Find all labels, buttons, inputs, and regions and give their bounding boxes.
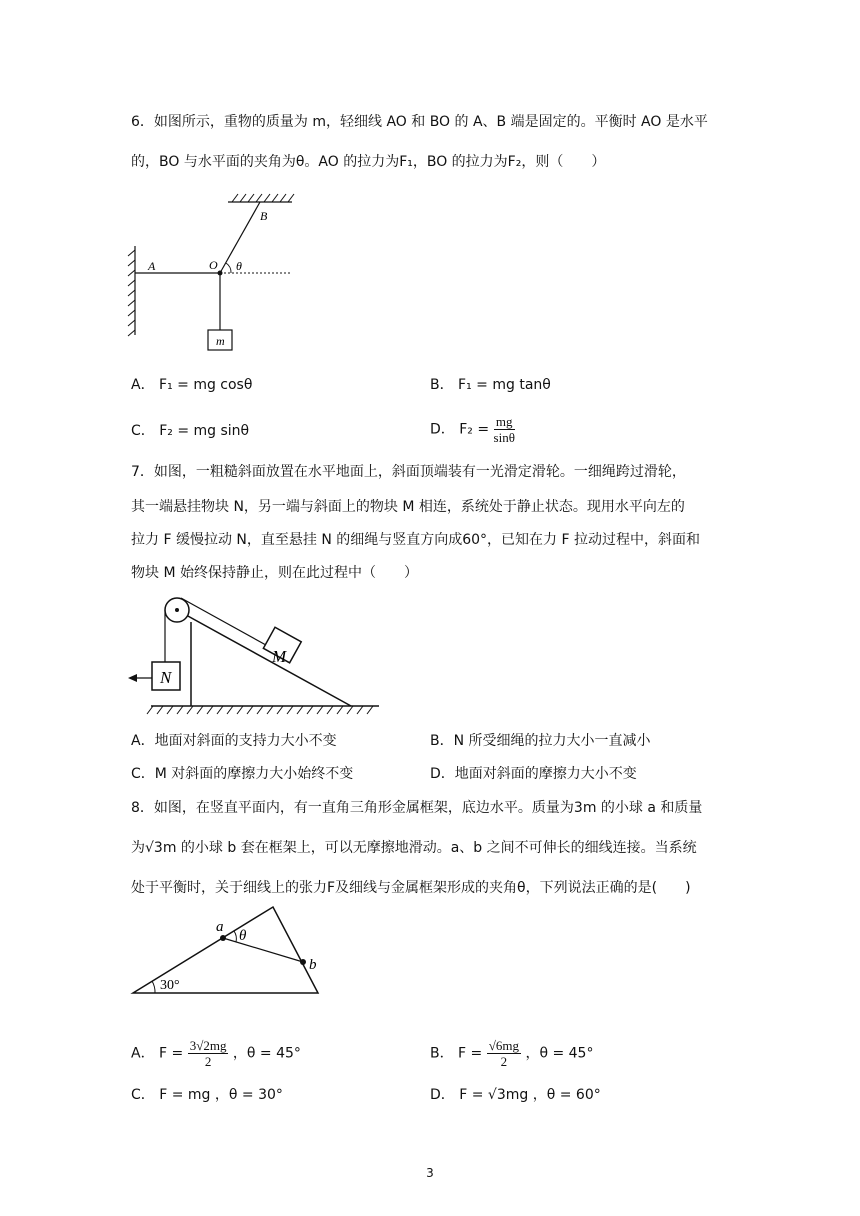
q6-line-2: 的，BO 与水平面的夹角为θ。AO 的拉力为F₁，BO 的拉力为F₂，则（ ） <box>131 154 606 170</box>
q8-label-a: a <box>216 919 224 935</box>
q7-figure <box>125 592 385 722</box>
q7-label-m: M <box>272 647 287 666</box>
q6-figure <box>120 190 320 360</box>
q6-option-d <box>430 414 515 445</box>
q8-option-b <box>430 1038 593 1069</box>
q8-label-b: b <box>309 957 317 973</box>
q8-label-theta: θ <box>239 928 247 944</box>
q7-option-b: B．N 所受细绳的拉力大小一直减小 <box>430 733 651 749</box>
q7-line-1: 7．如图，一粗糙斜面放置在水平地面上，斜面顶端装有一光滑定滑轮。一细绳跨过滑轮， <box>131 464 686 480</box>
q8-label-angle: 30° <box>160 978 180 993</box>
q6-option-b: B． F₁ = mg tanθ <box>430 377 551 393</box>
q8-option-a-fraction <box>188 1038 229 1069</box>
q8-option-a-prefix: A． F = <box>131 1045 184 1062</box>
q8-option-a-den: 2 <box>204 1054 212 1069</box>
q6-label-b: B <box>260 209 268 223</box>
q8-option-b-den: 2 <box>500 1054 508 1069</box>
q6-label-a: A <box>148 259 156 273</box>
q7-label-n: N <box>160 668 172 687</box>
q8-figure <box>128 900 328 1000</box>
page-number: 3 <box>426 1166 434 1180</box>
q8-option-a-suffix: ，θ = 45° <box>232 1045 301 1062</box>
q8-option-c: C． F = mg ，θ = 30° <box>131 1087 283 1103</box>
q7-line-4: 物块 M 始终保持静止，则在此过程中（ ） <box>131 565 418 581</box>
q6-label-m: m <box>216 334 225 348</box>
q7-line-3: 拉力 F 缓慢拉动 N，直至悬挂 N 的细绳与竖直方向成60°，已知在力 F 拉动过程中，斜面和 <box>131 532 701 548</box>
q8-line-2: 为√3m 的小球 b 套在框架上，可以无摩擦地滑动。a、b 之间不可伸长的细线连接。当系统 <box>131 840 697 856</box>
q6-line-1: 6．如图所示，重物的质量为 m，轻细线 AO 和 BO 的 A、B 端是固定的。平衡时 AO 是水平 <box>131 114 708 130</box>
q6-option-d-prefix: D． F₂ = <box>430 421 490 438</box>
q8-option-b-num: √6mg <box>488 1038 519 1053</box>
q6-label-o: O <box>209 258 218 272</box>
q6-option-c: C． F₂ = mg sinθ <box>131 423 250 439</box>
q6-option-a: A． F₁ = mg cosθ <box>131 377 253 393</box>
q8-option-a-num: 3√2mg <box>189 1038 227 1053</box>
q7-line-2: 其一端悬挂物块 N，另一端与斜面上的物块 M 相连，系统处于静止状态。现用水平向左的 <box>131 499 685 515</box>
q6-option-d-num: mg <box>495 414 513 429</box>
q8-line-1: 8．如图，在竖直平面内，有一直角三角形金属框架，底边水平。质量为3m 的小球 a 和质量 <box>131 800 703 816</box>
q8-option-b-fraction <box>487 1038 521 1069</box>
q8-line-3: 处于平衡时，关于细线上的张力F及细线与金属框架形成的夹角θ，下列说法正确的是( ) <box>131 880 691 896</box>
q8-option-b-suffix: ，θ = 45° <box>525 1045 594 1062</box>
q8-option-a <box>131 1038 301 1069</box>
q6-option-d-den: sinθ <box>493 430 515 445</box>
q6-label-theta: θ <box>236 259 242 273</box>
q8-option-b-prefix: B． F = <box>430 1045 483 1062</box>
q7-option-a: A．地面对斜面的支持力大小不变 <box>131 733 337 749</box>
q7-option-d: D．地面对斜面的摩擦力大小不变 <box>430 766 637 782</box>
q6-option-d-fraction <box>494 414 515 445</box>
q8-option-d: D． F = √3mg ，θ = 60° <box>430 1087 601 1103</box>
q7-option-c: C．M 对斜面的摩擦力大小始终不变 <box>131 766 354 782</box>
